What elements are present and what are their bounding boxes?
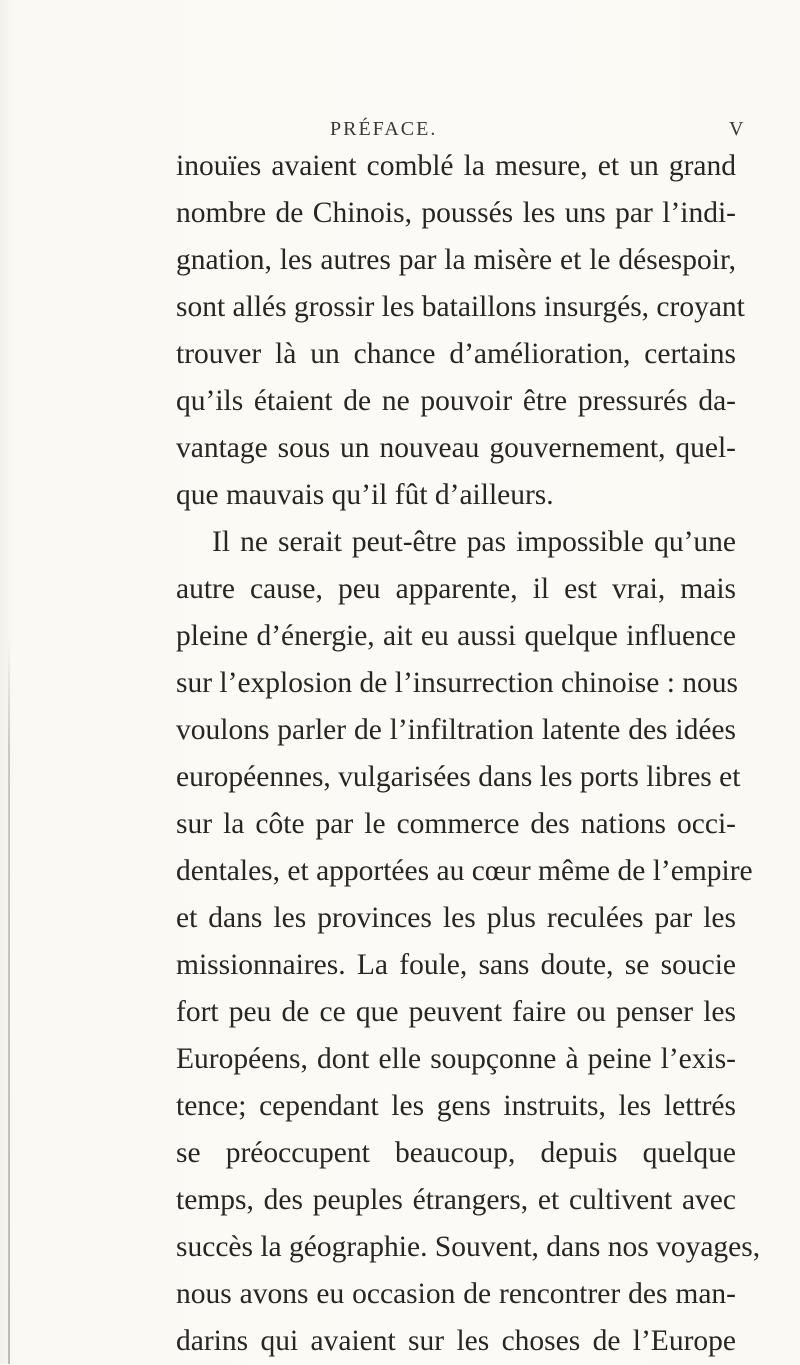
running-title: PRÉFACE. bbox=[330, 118, 438, 140]
text-line: qu’ils étaient de ne pouvoir être pressurés da- bbox=[176, 385, 736, 417]
text-line: tence; cependant les gens instruits, les lettrés bbox=[176, 1090, 736, 1122]
page-number: V bbox=[729, 118, 744, 140]
text-line: et dans les provinces les plus reculées par les bbox=[176, 902, 736, 934]
text-line: Européens, dont elle soupçonne à peine l’exis- bbox=[176, 1043, 736, 1075]
text-line: sur la côte par le commerce des nations occi- bbox=[176, 808, 736, 840]
text-line: trouver là un chance d’amélioration, certains bbox=[176, 338, 736, 370]
text-line: temps, des peuples étrangers, et cultivent avec bbox=[176, 1184, 736, 1216]
text-line: dentales, et apportées au cœur même de l’empire bbox=[176, 855, 753, 887]
text-line: succès la géographie. Souvent, dans nos voyages, bbox=[176, 1231, 761, 1263]
text-line: missionnaires. La foule, sans doute, se soucie bbox=[176, 949, 736, 981]
text-line: fort peu de ce que peuvent faire ou penser les bbox=[176, 996, 736, 1028]
text-line: nombre de Chinois, poussés les uns par l’indi- bbox=[176, 197, 736, 229]
text-line: que mauvais qu’il fût d’ailleurs. bbox=[176, 479, 554, 511]
binding-gutter bbox=[8, 640, 10, 1364]
text-line: gnation, les autres par la misère et le désespoir, bbox=[176, 244, 736, 276]
text-line: se préoccupent beaucoup, depuis quelque bbox=[176, 1137, 736, 1169]
text-line: vantage sous un nouveau gouvernement, quel- bbox=[176, 432, 736, 464]
paragraph-first-line: Il ne serait peut-être pas impossible qu’une bbox=[212, 526, 736, 558]
text-line: voulons parler de l’infiltration latente des idées bbox=[176, 714, 736, 746]
text-line: autre cause, peu apparente, il est vrai, mais bbox=[176, 573, 736, 605]
text-line: européennes, vulgarisées dans les ports libres et bbox=[176, 761, 741, 793]
text-line: nous avons eu occasion de rencontrer des man- bbox=[176, 1278, 736, 1310]
text-line: sont allés grossir les bataillons insurgés, croyant bbox=[176, 291, 745, 323]
text-line: sur l’explosion de l’insurrection chinoise : nous bbox=[176, 667, 739, 699]
body-text bbox=[176, 143, 761, 1365]
running-head bbox=[0, 118, 800, 142]
text-line: darins qui avaient sur les choses de l’Europe bbox=[176, 1325, 736, 1357]
text-line: pleine d’énergie, ait eu aussi quelque influence bbox=[176, 620, 736, 652]
text-line: inouïes avaient comblé la mesure, et un grand bbox=[176, 150, 736, 182]
